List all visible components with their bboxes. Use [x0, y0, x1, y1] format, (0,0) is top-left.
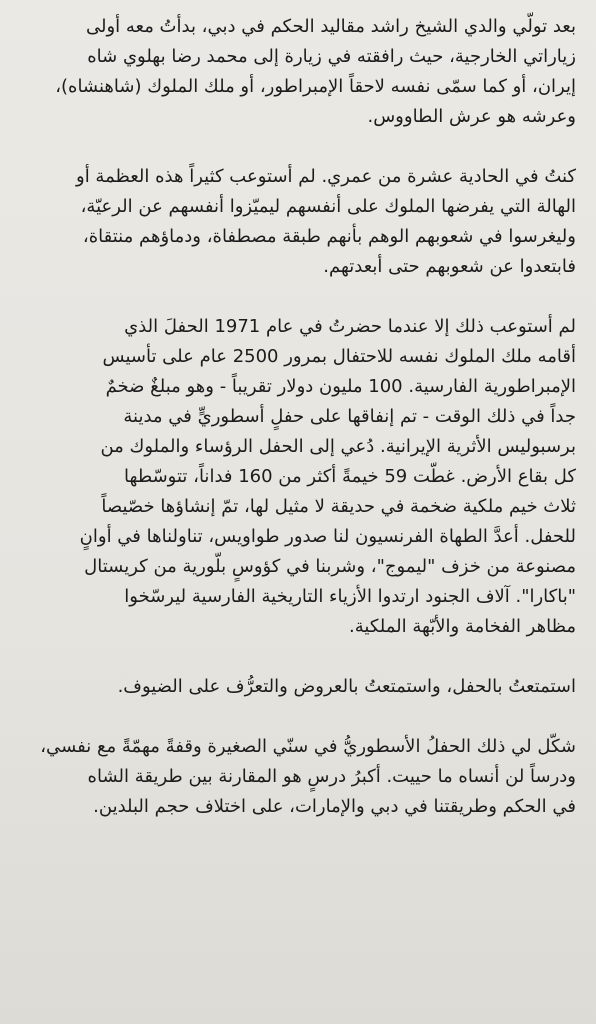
text-line: الإمبراطورية الفارسية. 100 مليون دولار تقريباً - وهو مبلغٌ ضخمٌ — [105, 376, 576, 397]
text-line: استمتعتُ بالحفل، واستمتعتُ بالعروض والتعرُّف على الضيوف. — [117, 676, 576, 697]
text-line: وليغرسوا في شعوبهم الوهم بأنهم طبقة مصطفاة، ودماؤهم منتقاة، — [82, 226, 576, 247]
text-line: ثلاث خيم ملكية ضخمة في حديقة لا مثيل لها، تمّ إنشاؤها خصّيصاً — [101, 496, 576, 517]
text-line: في الحكم وطريقتنا في دبي والإمارات، على اختلاف حجم البلدين. — [93, 796, 576, 817]
paragraph — [24, 162, 576, 282]
paragraph — [24, 12, 576, 132]
text-line: للحفل. أعدَّ الطهاة الفرنسيون لنا صدور طواويس، تناولناها في أوانٍ — [79, 526, 576, 547]
text-line: بعد تولّي والدي الشيخ راشد مقاليد الحكم في دبي، بدأتُ معه أولى — [85, 16, 576, 37]
text-line: كنتُ في الحادية عشرة من عمري. لم أستوعب كثيراً هذه العظمة أو — [76, 166, 576, 187]
text-line: إيران، أو كما سمّى نفسه لاحقاً الإمبراطور، أو ملك الملوك (شاهنشاه)، — [55, 76, 576, 97]
text-line: كل بقاع الأرض. غطّت 59 خيمةً أكثر من 160 فداناً، تتوسّطها — [124, 466, 576, 487]
text-line: لم أستوعب ذلك إلا عندما حضرتُ في عام 1971 الحفلَ الذي — [124, 316, 576, 337]
paragraph — [24, 312, 576, 642]
text-line: مصنوعة من خزف "ليموج"، وشربنا في كؤوسٍ بلّورية من كريستال — [84, 556, 576, 577]
text-line: "باكارا". آلاف الجنود ارتدوا الأزياء التاريخية الفارسية ليرسّخوا — [124, 586, 576, 607]
text-line: شكّل لي ذلك الحفلُ الأسطوريُّ في سنّي الصغيرة وقفةً مهمّةً مع نفسي، — [40, 736, 576, 757]
text-line: ودرساً لن أنساه ما حييت. أكبرُ درسٍ هو المقارنة بين طريقة الشاه — [87, 766, 576, 787]
text-line: الهالة التي يفرضها الملوك على أنفسهم ليميّزوا أنفسهم عن الرعيّة، — [80, 196, 576, 217]
text-line: فابتعدوا عن شعوبهم حتى أبعدتهم. — [323, 256, 576, 277]
text-line: وعرشه هو عرش الطاووس. — [367, 106, 576, 127]
text-line: برسبوليس الأثرية الإيرانية. دُعي إلى الحفل الرؤساء والملوك من — [100, 436, 576, 457]
body-text — [24, 12, 576, 822]
paragraph — [24, 732, 576, 822]
text-line: جداً في ذلك الوقت - تم إنفاقها على حفلٍ أسطوريٍّ في مدينة — [123, 406, 576, 427]
paragraph — [24, 672, 576, 702]
text-line: زياراتي الخارجية، حيث رافقته في زيارة إلى محمد رضا بهلوي شاه — [87, 46, 576, 67]
text-line: مظاهر الفخامة والأبّهة الملكية. — [349, 616, 576, 637]
text-line: أقامه ملك الملوك نفسه للاحتفال بمرور 2500 عام على تأسيس — [102, 346, 576, 367]
